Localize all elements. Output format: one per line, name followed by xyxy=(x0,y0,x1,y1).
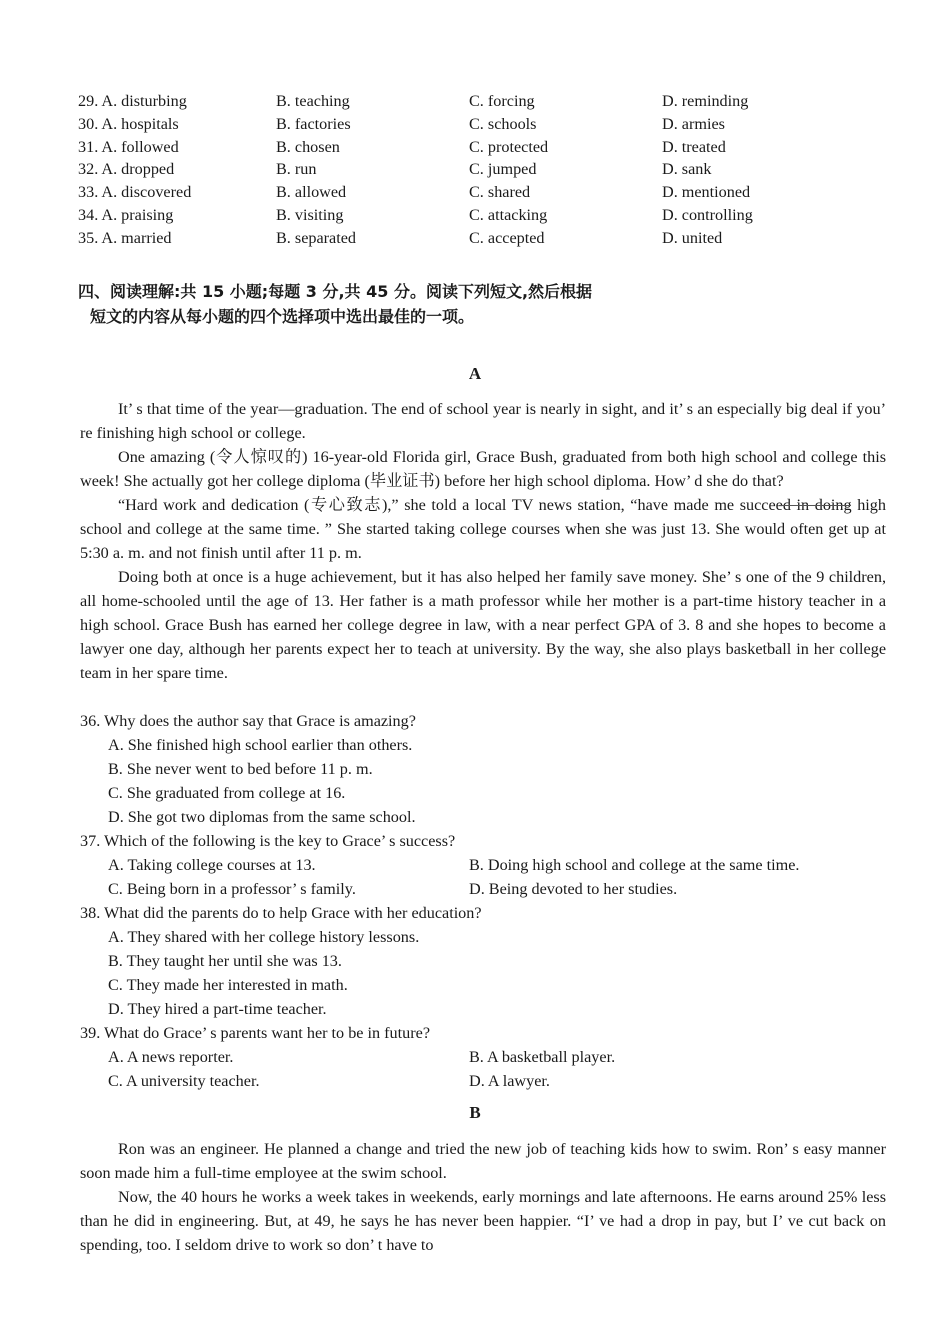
question-37-option-a: A. Taking college courses at 13. xyxy=(108,856,316,874)
question-39-options-row2 xyxy=(80,1069,880,1093)
passage-b xyxy=(80,1137,886,1257)
cloze-options-grid xyxy=(78,90,878,250)
passage-a-label: A xyxy=(468,364,482,383)
question-37: 37. Which of the following is the key to Grace’ s success? xyxy=(80,832,456,850)
question-36-option-b: B. She never went to bed before 11 p. m. xyxy=(108,760,373,778)
cloze-row-31 xyxy=(78,136,878,159)
question-39-option-a: A. A news reporter. xyxy=(108,1048,234,1066)
option-33c: C. shared xyxy=(469,183,531,202)
questions-block xyxy=(80,709,880,1093)
option-34b: B. visiting xyxy=(276,205,344,224)
question-38-option-d: D. They hired a part-time teacher. xyxy=(108,1000,327,1018)
passage-a-paragraph: One amazing (令人惊叹的) 16-year-old Florida girl, Grace Bush, graduated from both high school and college this week! She actually got her college diploma (毕业证书) before her high school diploma. How’ d she do that? xyxy=(80,448,886,490)
option-31d: D. treated xyxy=(662,137,726,156)
question-38-option-c: C. They made her interested in math. xyxy=(108,976,348,994)
question-37-option-b: B. Doing high school and college at the same time. xyxy=(469,856,800,874)
option-34a: 34. A. praising xyxy=(78,205,174,224)
question-38: 38. What did the parents do to help Grace with her education? xyxy=(80,904,482,922)
question-39-option-c: C. A university teacher. xyxy=(108,1072,260,1090)
passage-a-paragraph: Doing both at once is a huge achievement, but it has also helped her family save money. She’ s one of the 9 children, all home-schooled until the age of 13. Her father is a math professor while her mother is a part-time history teacher in a high school. Grace Bush has earned her college degree in law, with a near perfect GPA of 3. 8 and she hopes to become a lawyer one day, although her parents expect her to teach at university. By the way, she also plays basketball in her college team in her spare time. xyxy=(80,568,886,682)
question-37-option-c: C. Being born in a professor’ s family. xyxy=(108,880,356,898)
option-35c: C. accepted xyxy=(469,228,545,247)
option-32d: D. sank xyxy=(662,160,712,179)
question-37-options-row1 xyxy=(80,853,880,877)
option-30b: B. factories xyxy=(276,114,351,133)
option-32a: 32. A. dropped xyxy=(78,160,175,179)
option-33b: B. allowed xyxy=(276,183,347,202)
question-36-option-c: C. She graduated from college at 16. xyxy=(108,784,346,802)
cloze-row-30 xyxy=(78,113,878,136)
question-39: 39. What do Grace’ s parents want her to be in future? xyxy=(80,1024,430,1042)
section-heading xyxy=(78,279,878,329)
option-31a: 31. A. followed xyxy=(78,137,179,156)
option-32b: B. run xyxy=(276,160,317,179)
option-29d: D. reminding xyxy=(662,92,749,110)
passage-b-paragraph: Now, the 40 hours he works a week takes in weekends, early mornings and late afternoons. He earns around 25% less than he did in engineering. But, at 49, he says he has never been happier. “I’ ve had a drop in pay, but I’ ve cut back on spending, too. I seldom drive to work so don’ t have to xyxy=(80,1188,886,1254)
question-39-option-b: B. A basketball player. xyxy=(469,1048,616,1066)
passage-a xyxy=(80,397,886,685)
question-36: 36. Why does the author say that Grace is amazing? xyxy=(80,712,416,730)
option-31c: C. protected xyxy=(469,137,549,156)
option-30d: D. armies xyxy=(662,114,725,133)
option-29c: C. forcing xyxy=(469,92,535,110)
option-31b: B. chosen xyxy=(276,137,340,156)
cloze-row-29 xyxy=(78,90,878,113)
option-33a: 33. A. discovered xyxy=(78,183,192,202)
question-36-option-d: D. She got two diplomas from the same school. xyxy=(108,808,416,826)
option-34c: C. attacking xyxy=(469,205,548,224)
option-35a: 35. A. married xyxy=(78,228,172,247)
cloze-row-35 xyxy=(78,227,878,250)
margin-rule xyxy=(779,505,851,506)
passage-a-paragraph: “Hard work and dedication (专心致志),” she told a local TV news station, “have made me succeed in doing high school and college at the same time. ” She started taking college courses when she was just 13. She would often get up at 5:30 a. m. and not finish until after 11 p. m. xyxy=(80,496,886,562)
question-38-option-b: B. They taught her until she was 13. xyxy=(108,952,342,970)
question-36-option-a: A. She finished high school earlier than others. xyxy=(108,736,413,754)
option-30a: 30. A. hospitals xyxy=(78,114,179,133)
option-32c: C. jumped xyxy=(469,160,537,179)
option-29b: B. teaching xyxy=(276,92,350,110)
passage-b-paragraph: Ron was an engineer. He planned a change and tried the new job of teaching kids how to swim. Ron’ s easy manner soon made him a full-time employee at the swim school. xyxy=(80,1140,886,1182)
option-29a: 29. A. disturbing xyxy=(78,92,187,110)
question-38-option-a: A. They shared with her college history lessons. xyxy=(108,928,420,946)
option-35d: D. united xyxy=(662,228,723,247)
cloze-row-34 xyxy=(78,204,878,227)
passage-a-paragraph: It’ s that time of the year—graduation. The end of school year is nearly in sight, and it’ s an especially big deal if you’ re finishing high school or college. xyxy=(80,400,886,442)
section-heading-line1: 四、阅读理解:共 15 小题;每题 3 分,共 45 分。阅读下列短文,然后根据 xyxy=(78,282,593,301)
section-heading-line2: 短文的内容从每小题的四个选择项中选出最佳的一项。 xyxy=(90,307,475,326)
option-35b: B. separated xyxy=(276,228,357,247)
question-39-option-d: D. A lawyer. xyxy=(469,1072,550,1090)
question-37-option-d: D. Being devoted to her studies. xyxy=(469,880,678,898)
cloze-row-33 xyxy=(78,181,878,204)
option-34d: D. controlling xyxy=(662,205,753,224)
question-37-options-row2 xyxy=(80,877,880,901)
question-39-options-row1 xyxy=(80,1045,880,1069)
passage-b-label: B xyxy=(469,1103,481,1122)
option-33d: D. mentioned xyxy=(662,183,751,202)
cloze-row-32 xyxy=(78,158,878,181)
option-30c: C. schools xyxy=(469,114,537,133)
